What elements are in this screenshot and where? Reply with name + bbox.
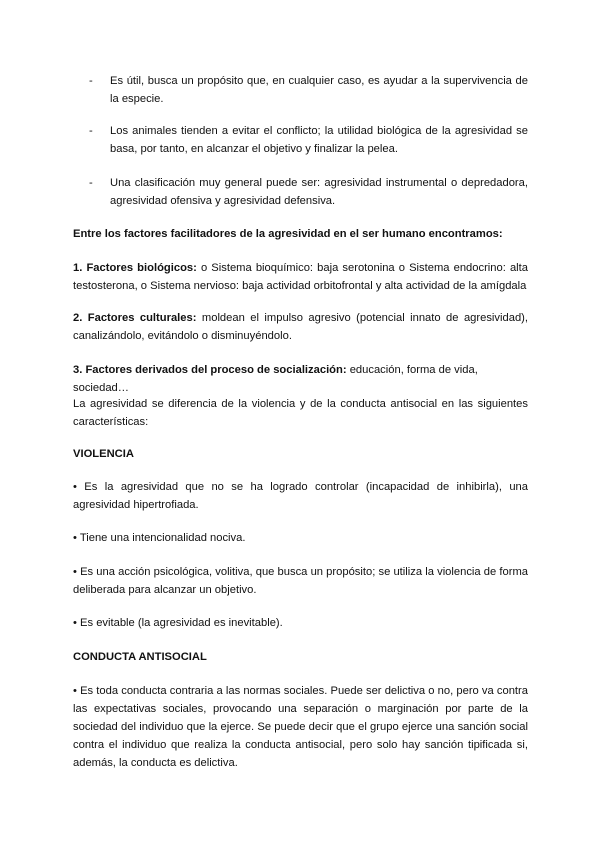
factor-socialization [73,361,528,397]
dash-marker: - [89,177,93,189]
factor-label: 3. Factores derivados del proceso de socialización: [73,364,347,376]
violencia-bullet: • Tiene una intencionalidad nociva. [73,532,246,544]
antisocial-bullet: • Es toda conducta contraria a las normas sociales. Puede ser delictiva o no, pero va contra las expectativas sociales, provocando una separación o marginación por parte de la sociedad del individuo que la ejerce. Se puede decir que el grupo ejerce una sanción social contra el individuo que realiza la conducta antisocial, pero solo hay sanción tipificada si, además, la conducta es delictiva. [73,685,528,769]
factor-cultural [73,309,528,345]
dash-marker: - [89,125,93,137]
section-heading-violencia: VIOLENCIA [73,448,134,460]
factor-text: o Sistema bioquímico: baja serotonina o Sistema endocrino: alta testosterona, o Sistema nervioso: baja actividad orbitofrontal y alta actividad de la amígdala [73,262,528,292]
dash-item-conflict: Los animales tienden a evitar el conflicto; la utilidad biológica de la agresividad se basa, por tanto, en alcanzar el objetivo y finalizar la pelea. [110,125,528,155]
dash-marker: - [89,75,93,87]
factor-text: moldean el impulso agresivo (potencial innato de agresividad), canalizándolo, evitándolo o disminuyéndolo. [73,312,529,342]
dash-item-survival: Es útil, busca un propósito que, en cualquier caso, es ayudar a la supervivencia de la especie. [110,75,528,105]
violencia-bullet: • Es evitable (la agresividad es inevitable). [73,617,283,629]
intro-paragraph: La agresividad se diferencia de la violencia y de la conducta antisocial en las siguientes características: [73,398,528,428]
factor-biological [73,259,528,295]
factor-text: educación, forma de vida, sociedad… [73,364,478,394]
violencia-bullet: • Es una acción psicológica, volitiva, que busca un propósito; se utiliza la violencia de forma deliberada para alcanzar un objetivo. [73,566,528,596]
section-heading-antisocial: CONDUCTA ANTISOCIAL [73,651,207,663]
factor-label: 1. Factores biológicos: [73,262,197,274]
factors-heading: Entre los factores facilitadores de la agresividad en el ser humano encontramos: [73,228,503,240]
violencia-bullet: • Es la agresividad que no se ha logrado controlar (incapacidad de inhibirla), una agresividad hipertrofiada. [73,481,528,511]
factor-label: 2. Factores culturales: [73,312,197,324]
dash-item-classification: Una clasificación muy general puede ser: agresividad instrumental o depredadora, agresividad ofensiva y agresividad defensiva. [110,177,528,207]
